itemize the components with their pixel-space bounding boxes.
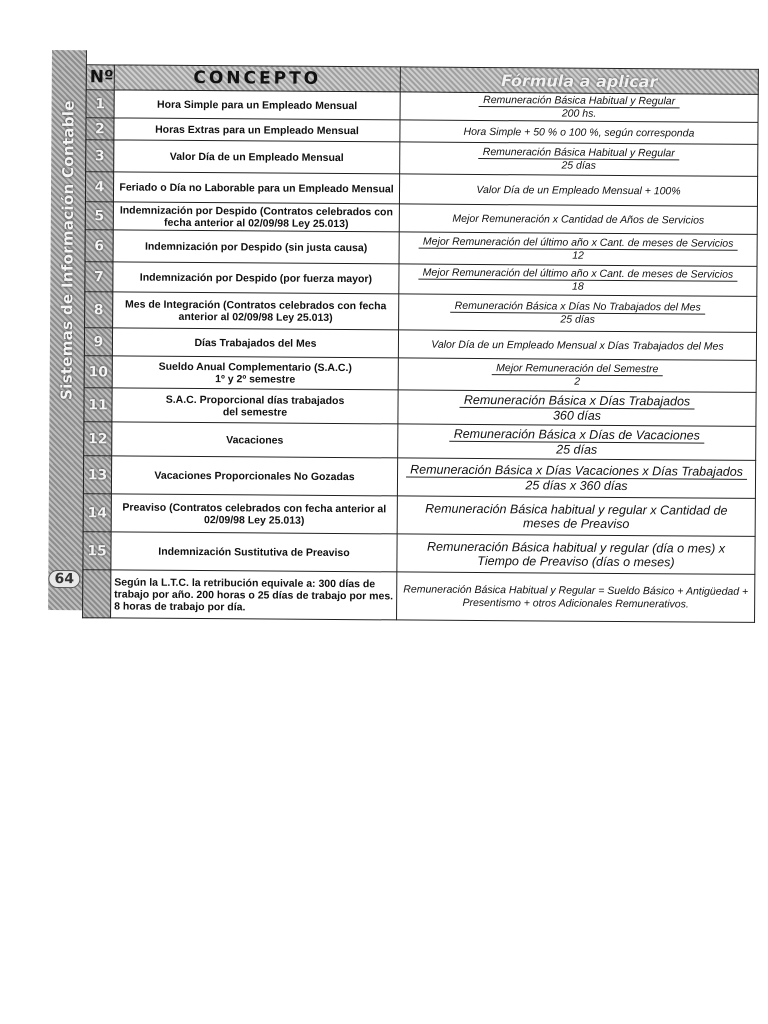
row-formula [397,458,755,498]
formula-numerator: Remuneración Básica x Días No Trabajados del Mes [451,300,705,315]
row-concepto: Días Trabajados del Mes [112,328,398,358]
formula-denominator: 25 días [561,159,596,172]
row-formula [400,92,758,122]
row-number: 8 [85,292,113,328]
row-concepto: Valor Día de un Empleado Mensual [114,140,400,174]
row-formula: Hora Simple + 50 % o 100 %, según corresponda [400,120,758,144]
formula-denominator: 360 días [552,408,601,423]
formula-denominator: 25 días [560,313,595,326]
row-concepto: Vacaciones [112,422,398,458]
row-number: 5 [85,202,113,230]
row-concepto: Indemnización Sustitutiva de Preaviso [111,532,397,572]
header-concepto: CONCEPTO [114,65,400,92]
formula-line: Remuneración Básica habitual y regular (día o mes) x [426,539,726,556]
concepto-line: S.A.C. Proporcional días trabajados [165,393,345,407]
row-concepto: Horas Extras para un Empleado Mensual [114,118,400,142]
row-formula: Mejor Remuneración x Cantidad de Años de Servicios [399,204,757,234]
document-page [48,50,758,615]
table-row [85,262,757,297]
row-formula [399,232,757,266]
formula-line: meses de Preaviso [523,515,630,531]
row-formula: Valor Día de un Empleado Mensual x Días Trabajados del Mes [398,330,756,360]
concepto-line: del semestre [222,405,288,419]
row-formula [398,424,756,460]
concepto-line: 1º y 2º semestre [215,372,296,386]
table-row [83,494,755,537]
formula-numerator: Remuneración Básica x Días de Vacaciones [450,427,704,444]
formula-table [82,64,759,623]
table-row [83,456,755,499]
table-row [83,532,755,575]
row-formula [399,264,757,296]
row-number: 10 [84,356,112,388]
formula-line: Remuneración Básica habitual y regular x Cantidad de [425,501,728,518]
sidebar-band [48,50,87,610]
header-num: Nº [86,65,114,90]
header-formula: Fórmula a aplicar [400,67,758,94]
row-number: 2 [86,118,114,140]
row-concepto: Feriado o Día no Laborable para un Empleado Mensual [113,172,399,204]
formula-line: Tiempo de Preaviso (días o meses) [477,553,675,569]
table-row [85,292,757,333]
row-concepto: Indemnización por Despido (por fuerza mayor) [113,262,399,294]
row-number: 6 [85,230,113,262]
table-footer-row [83,570,755,623]
row-number: 15 [83,532,111,570]
row-concepto: Mes de Integración (Contratos celebrados con fecha anterior al 02/09/98 Ley 25.013) [113,292,399,330]
row-formula [398,390,756,426]
row-formula: Valor Día de un Empleado Mensual + 100% [399,174,757,206]
row-concepto: Indemnización por Despido (Contratos celebrados con fecha anterior al 02/09/98 Ley 25.013) [113,202,399,232]
row-concepto: Preaviso (Contratos celebrados con fecha anterior al 02/09/98 Ley 25.013) [111,494,397,534]
row-concepto: Indemnización por Despido (sin justa causa) [113,230,399,264]
formula-denominator: 200 hs. [561,107,597,120]
row-concepto [112,356,398,390]
row-concepto: Hora Simple para un Empleado Mensual [114,90,400,120]
formula-numerator: Remuneración Básica Habitual y Regular [479,94,679,108]
row-formula [397,534,755,574]
row-number: 4 [85,172,113,202]
concepto-line: Sueldo Anual Complementario (S.A.C.) [158,360,352,374]
formula-numerator: Remuneración Básica Habitual y Regular [479,146,679,160]
formula-numerator: Remuneración Básica x Días Vacaciones x Días Trabajados [406,462,747,479]
footer-num-cell [83,570,111,618]
formula-numerator: Remuneración Básica x Días Trabajados [460,393,694,410]
row-formula [400,142,758,176]
row-number: 1 [86,90,114,118]
formula-numerator: Mejor Remuneración del último año x Cant. de meses de Servicios [419,267,738,282]
table-row [84,388,756,427]
formula-denominator: 12 [572,249,584,262]
sidebar-title: Sistemas de Información Contable [57,100,78,401]
page-number: 64 [48,570,80,588]
table-row [84,422,756,461]
row-concepto: Vacaciones Proporcionales No Gozadas [111,456,397,496]
formula-numerator: Mejor Remuneración del último año x Cant. de meses de Servicios [419,236,738,251]
row-formula [398,358,756,392]
row-number: 11 [84,388,112,422]
table-row [86,140,758,177]
table-row [85,172,757,207]
row-number: 14 [83,494,111,532]
formula-denominator: 2 [574,375,581,388]
formula-denominator: 25 días [556,442,598,457]
row-number: 3 [86,140,114,172]
row-number: 7 [85,262,113,292]
footer-formula: Remuneración Básica Habitual y Regular = Sueldo Básico + Antigüedad + Presentismo + otros Adicionales Remunerativos. [397,572,755,622]
formula-numerator: Mejor Remuneración del Semestre [492,362,662,376]
formula-denominator: 18 [571,280,584,293]
row-formula [399,294,757,332]
row-number: 9 [84,328,112,356]
formula-denominator: 25 días x 360 días [525,478,628,494]
row-number: 13 [83,456,111,494]
table-row [85,230,757,267]
table-row [84,356,756,393]
row-formula [397,496,755,536]
row-number: 12 [84,422,112,456]
row-concepto [112,388,398,424]
footer-note: Según la L.T.C. la retribución equivale a: 300 días de trabajo por año. 200 horas o 25 días de trabajo por mes. 8 horas de trabajo por día. [111,570,397,620]
